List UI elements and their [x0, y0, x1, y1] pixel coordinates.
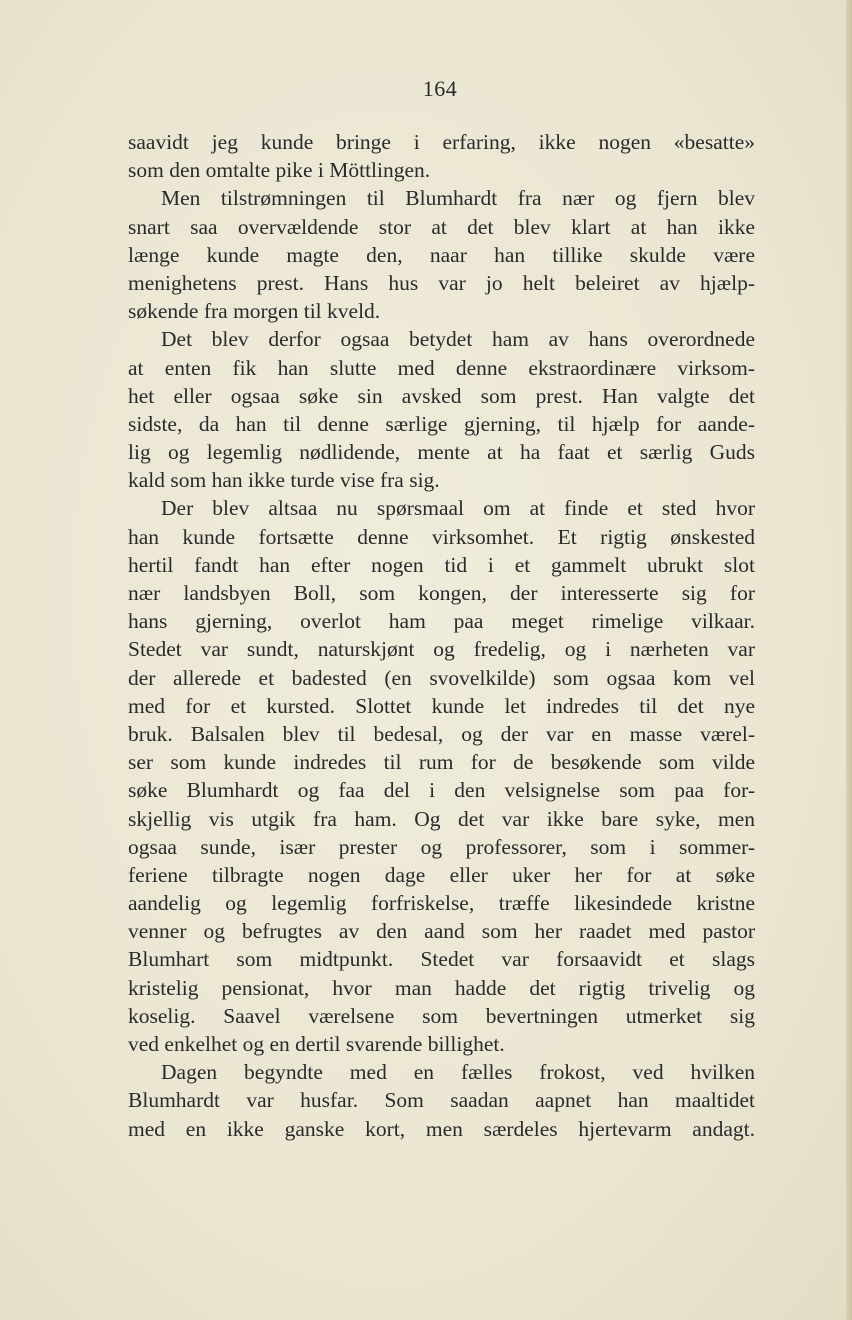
page-edge: [846, 0, 852, 1320]
text-line: længe kunde magte den, naar han tillike skulde være: [128, 242, 755, 267]
text-line: Det blev derfor ogsaa betydet ham av hans overordnede: [161, 327, 755, 352]
text-line: han kunde fortsætte denne virksomhet. Et rigtig ønskested: [128, 524, 755, 549]
text-line: ved enkelhet og en dertil svarende billighet.: [128, 1032, 505, 1056]
text-line: lig og legemlig nødlidende, mente at ha faat et særlig Guds: [128, 440, 755, 465]
text-line: at enten fik han slutte med denne ekstraordinære virksom-: [128, 355, 755, 380]
text-line: kald som han ikke turde vise fra sig.: [128, 468, 440, 493]
text-line: Stedet var sundt, naturskjønt og fredelig, og i nærheten var: [128, 637, 755, 662]
text-line: sidste, da han til denne særlige gjerning, til hjælp for aande-: [128, 411, 755, 436]
text-line: nær landsbyen Boll, som kongen, der interesserte sig for: [128, 581, 755, 605]
text-line: søkende fra morgen til kveld.: [128, 299, 381, 324]
text-line: Dagen begyndte med en fælles frokost, ved hvilken: [161, 1060, 755, 1085]
text-line: snart saa overvældende stor at det blev klart at han ikke: [128, 214, 755, 239]
text-line: koselig. Saavel værelsene som bevertningen utmerket sig: [128, 1003, 755, 1028]
text-line: hertil fandt han efter nogen tid i et gammelt ubrukt slot: [128, 552, 755, 577]
body-text: [128, 128, 755, 1143]
text-line: ogsaa sunde, især prester og professorer, som i sommer-: [128, 834, 755, 859]
text-line: ser som kunde indredes til rum for de besøkende som vilde: [128, 750, 755, 775]
page-number: 164: [422, 76, 458, 101]
text-line: Der blev altsaa nu spørsmaal om at finde et sted hvor: [161, 496, 755, 521]
text-line: kristelig pensionat, hvor man hadde det rigtig trivelig og: [128, 975, 755, 1000]
text-line: aandelig og legemlig forfriskelse, træffe likesindede kristne: [128, 891, 755, 916]
text-line: søke Blumhardt og faa del i den velsignelse som paa for-: [128, 778, 755, 803]
text-line: der allerede et badested (en svovelkilde) som ogsaa kom vel: [128, 665, 755, 690]
text-line: het eller ogsaa søke sin avsked som prest. Han valgte det: [128, 383, 755, 408]
text-line: venner og befrugtes av den aand som her raadet med pastor: [128, 919, 755, 944]
text-line: med en ikke ganske kort, men særdeles hjertevarm andagt.: [128, 1116, 755, 1141]
text-line: Blumhardt var husfar. Som saadan aapnet han maaltidet: [128, 1088, 755, 1113]
text-line: Blumhart som midtpunkt. Stedet var forsaavidt et slags: [128, 947, 755, 972]
text-line: feriene tilbragte nogen dage eller uker her for at søke: [128, 862, 755, 887]
text-line: med for et kursted. Slottet kunde let indredes til det nye: [128, 693, 755, 718]
text-line: menighetens prest. Hans hus var jo helt beleiret av hjælp-: [128, 270, 755, 295]
text-line: hans gjerning, overlot ham paa meget rimelige vilkaar.: [128, 609, 755, 634]
text-line: saavidt jeg kunde bringe i erfaring, ikke nogen «besatte»: [128, 130, 755, 154]
text-line: skjellig vis utgik fra ham. Og det var ikke bare syke, men: [128, 806, 755, 831]
text-line: bruk. Balsalen blev til bedesal, og der var en masse værel-: [128, 721, 755, 746]
text-line: som den omtalte pike i Möttlingen.: [128, 158, 431, 183]
text-line: Men tilstrømningen til Blumhardt fra nær og fjern blev: [161, 186, 755, 211]
